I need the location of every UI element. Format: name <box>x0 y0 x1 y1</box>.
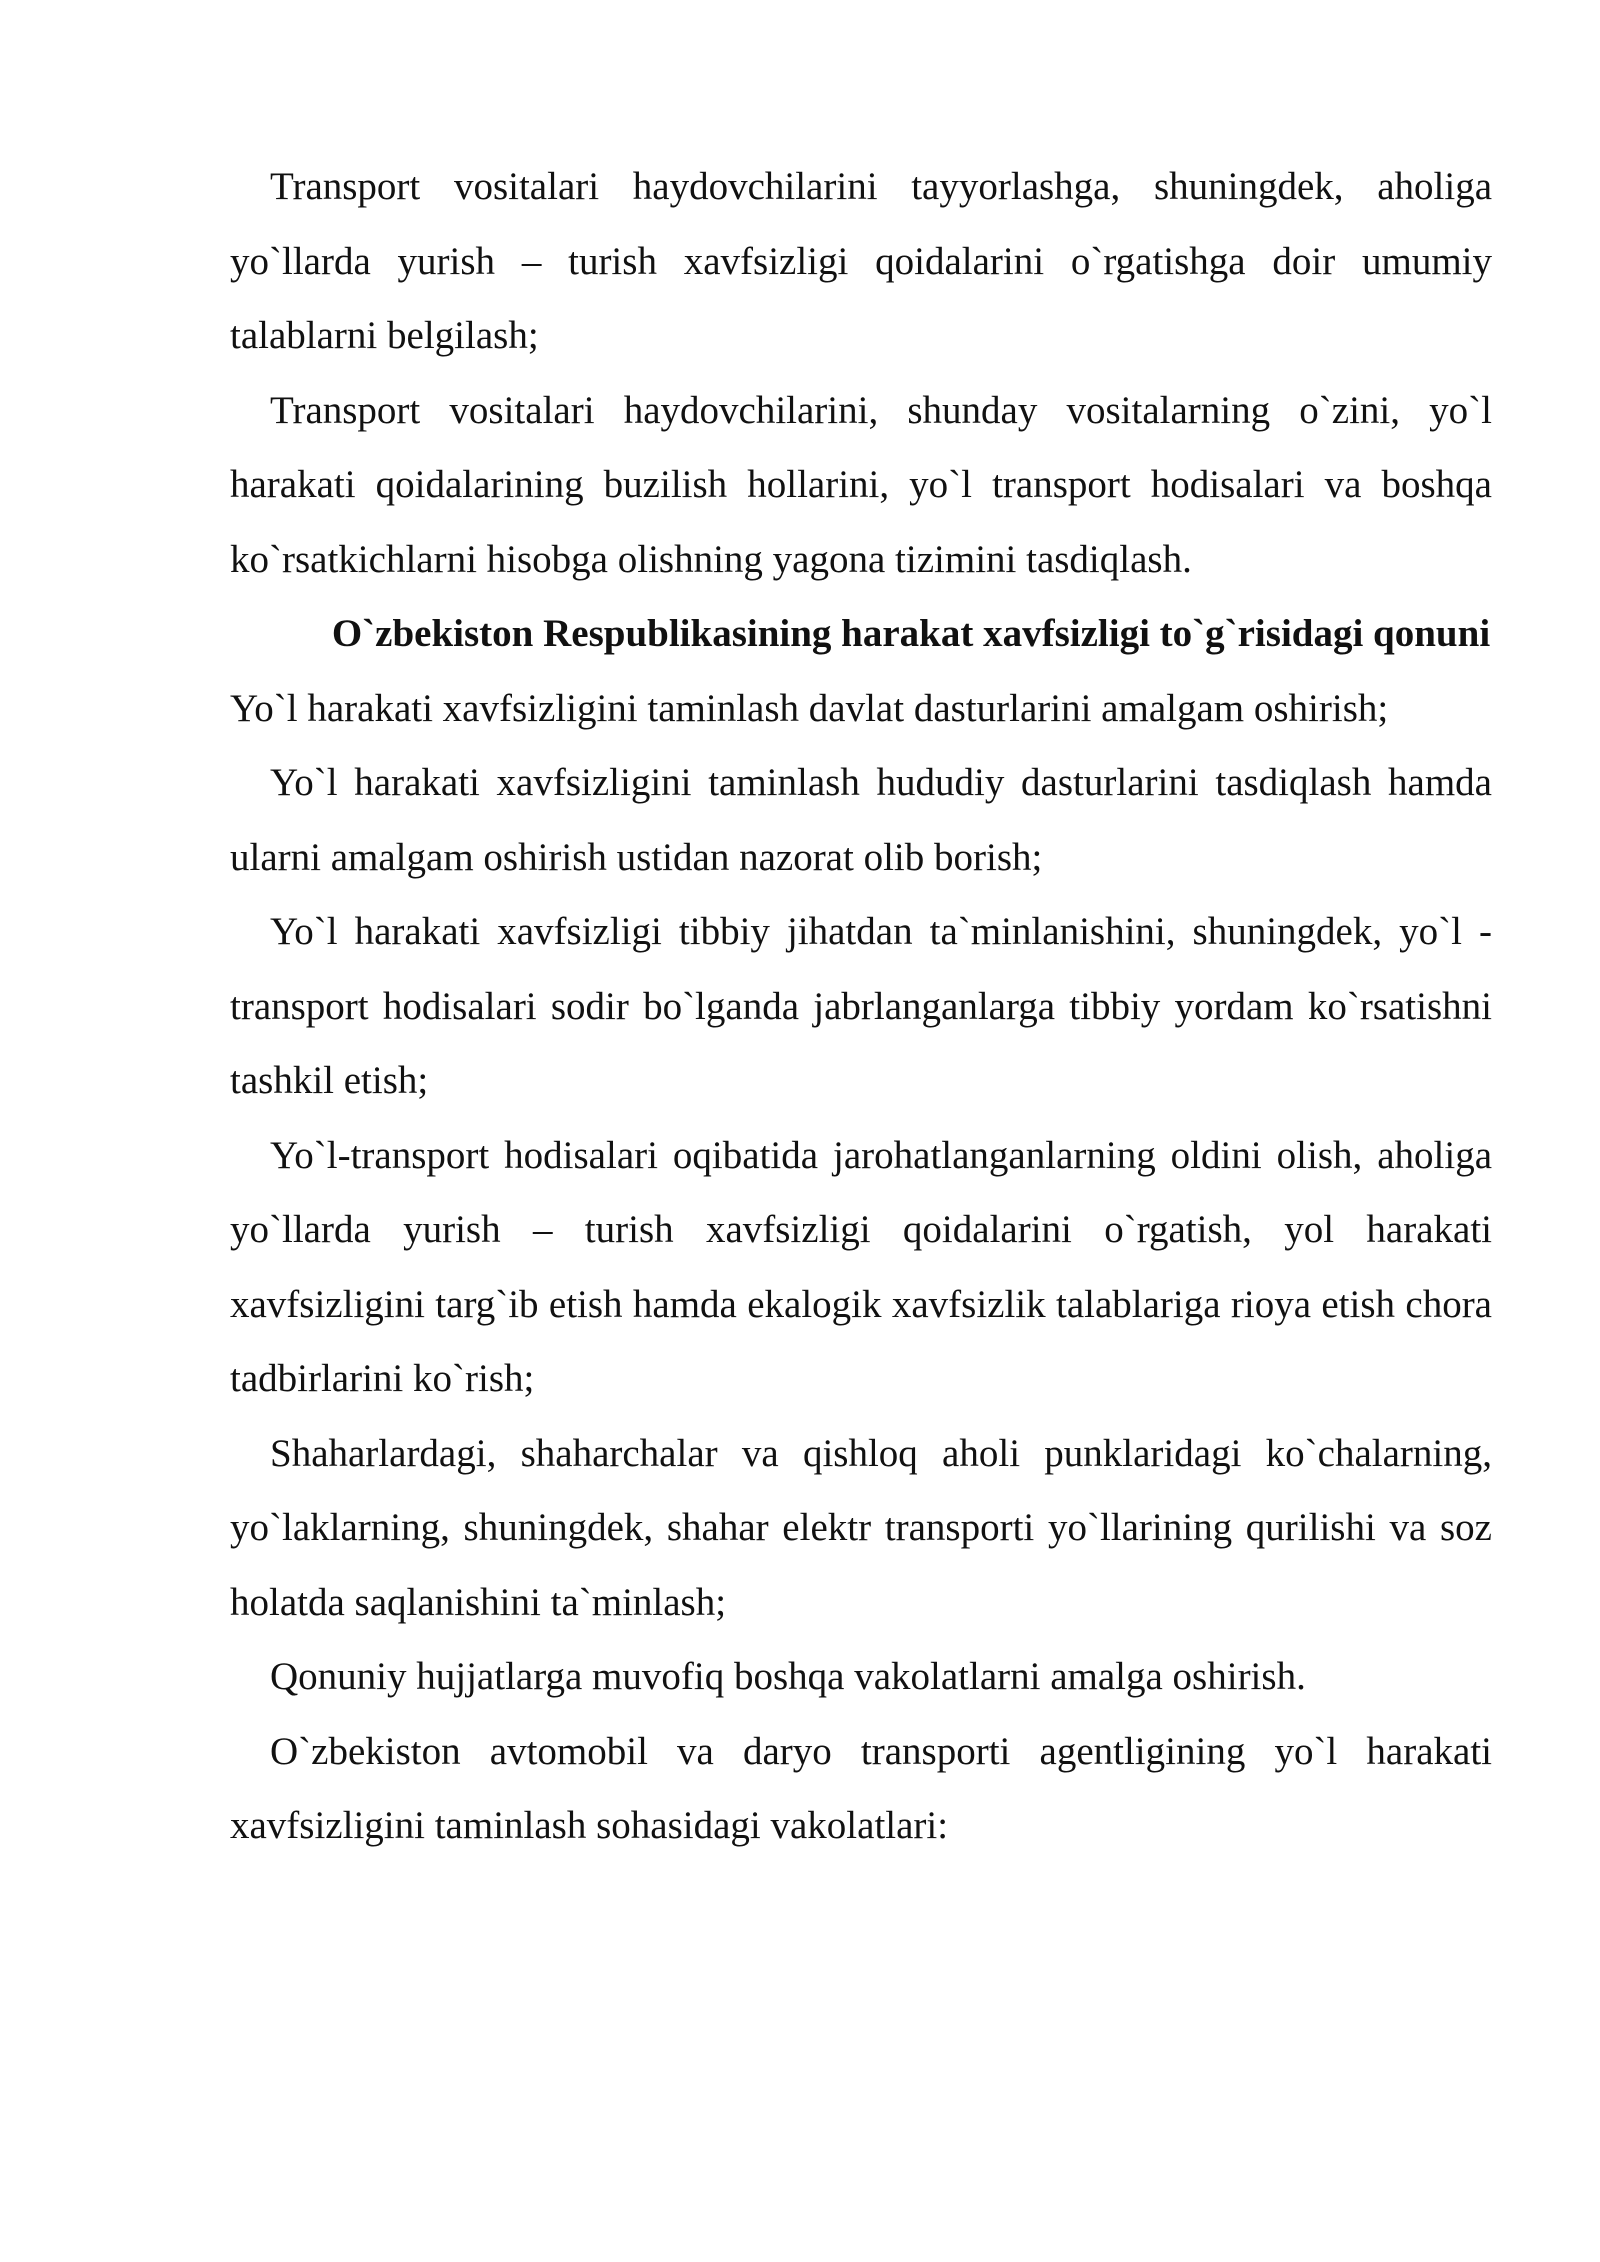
paragraph-street-maintenance: Shaharlardagi, shaharchalar va qishloq aholi punklaridagi ko`chalarning, yo`laklarning, shuningdek, shahar elektr transporti yo`llarining qurilishi va soz holatda saqlanishini ta`minlash; <box>230 1431 1492 1624</box>
paragraph-driver-training-requirements: Transport vositalari haydovchilarini tayyorlashga, shuningdek, aholiga yo`llarda yurish – turish xavfsizligi qoidalarini o`rgatishga doir umumiy talablarni belgilash; <box>230 165 1492 357</box>
document-page <box>230 150 1492 1864</box>
paragraph-unified-accounting-system: Transport vositalari haydovchilarini, shunday vositalarning o`zini, yo`l harakati qoidalarining buzilish hollarini, yo`l transport hodisalari va boshqa ko`rsatkichlarni hisobga olishning yagona tizimini tasdiqlash. <box>230 388 1492 581</box>
paragraph-injury-prevention: Yo`l-transport hodisalari oqibatida jarohatlanganlarning oldini olish, aholiga yo`llarda yurish – turish xavfsizligi qoidalarini o`rgatish, yol harakati xavfsizligini targ`ib etish hamda ekalogik xavfsizlik talablariga rioya etish chora tadbirlarini ko`rish; <box>230 1133 1492 1400</box>
paragraph-regional-programs: Yo`l harakati xavfsizligini taminlash hududiy dasturlarini tasdiqlash hamda ularni amalgam oshirish ustidan nazorat olib borish; <box>230 761 1492 879</box>
section-heading-law: O`zbekiston Respublikasining harakat xavfsizligi to`g`risidagi qonuni <box>331 612 1491 655</box>
paragraph-agency-powers: O`zbekiston avtomobil va daryo transporti agentligining yo`l harakati xavfsizligini taminlash sohasidagi vakolatlari: <box>230 1729 1492 1847</box>
paragraph-state-programs: Yo`l harakati xavfsizligini taminlash davlat dasturlarini amalgam oshirish; <box>230 686 1389 730</box>
paragraph-medical-support: Yo`l harakati xavfsizligi tibbiy jihatdan ta`minlanishini, shuningdek, yo`l - transport hodisalari sodir bo`lganda jabrlanganlarga tibbiy yordam ko`rsatishni tashkil etish; <box>230 910 1492 1102</box>
paragraph-other-powers: Qonuniy hujjatlarga muvofiq boshqa vakolatlarni amalga oshirish. <box>270 1655 1306 1698</box>
